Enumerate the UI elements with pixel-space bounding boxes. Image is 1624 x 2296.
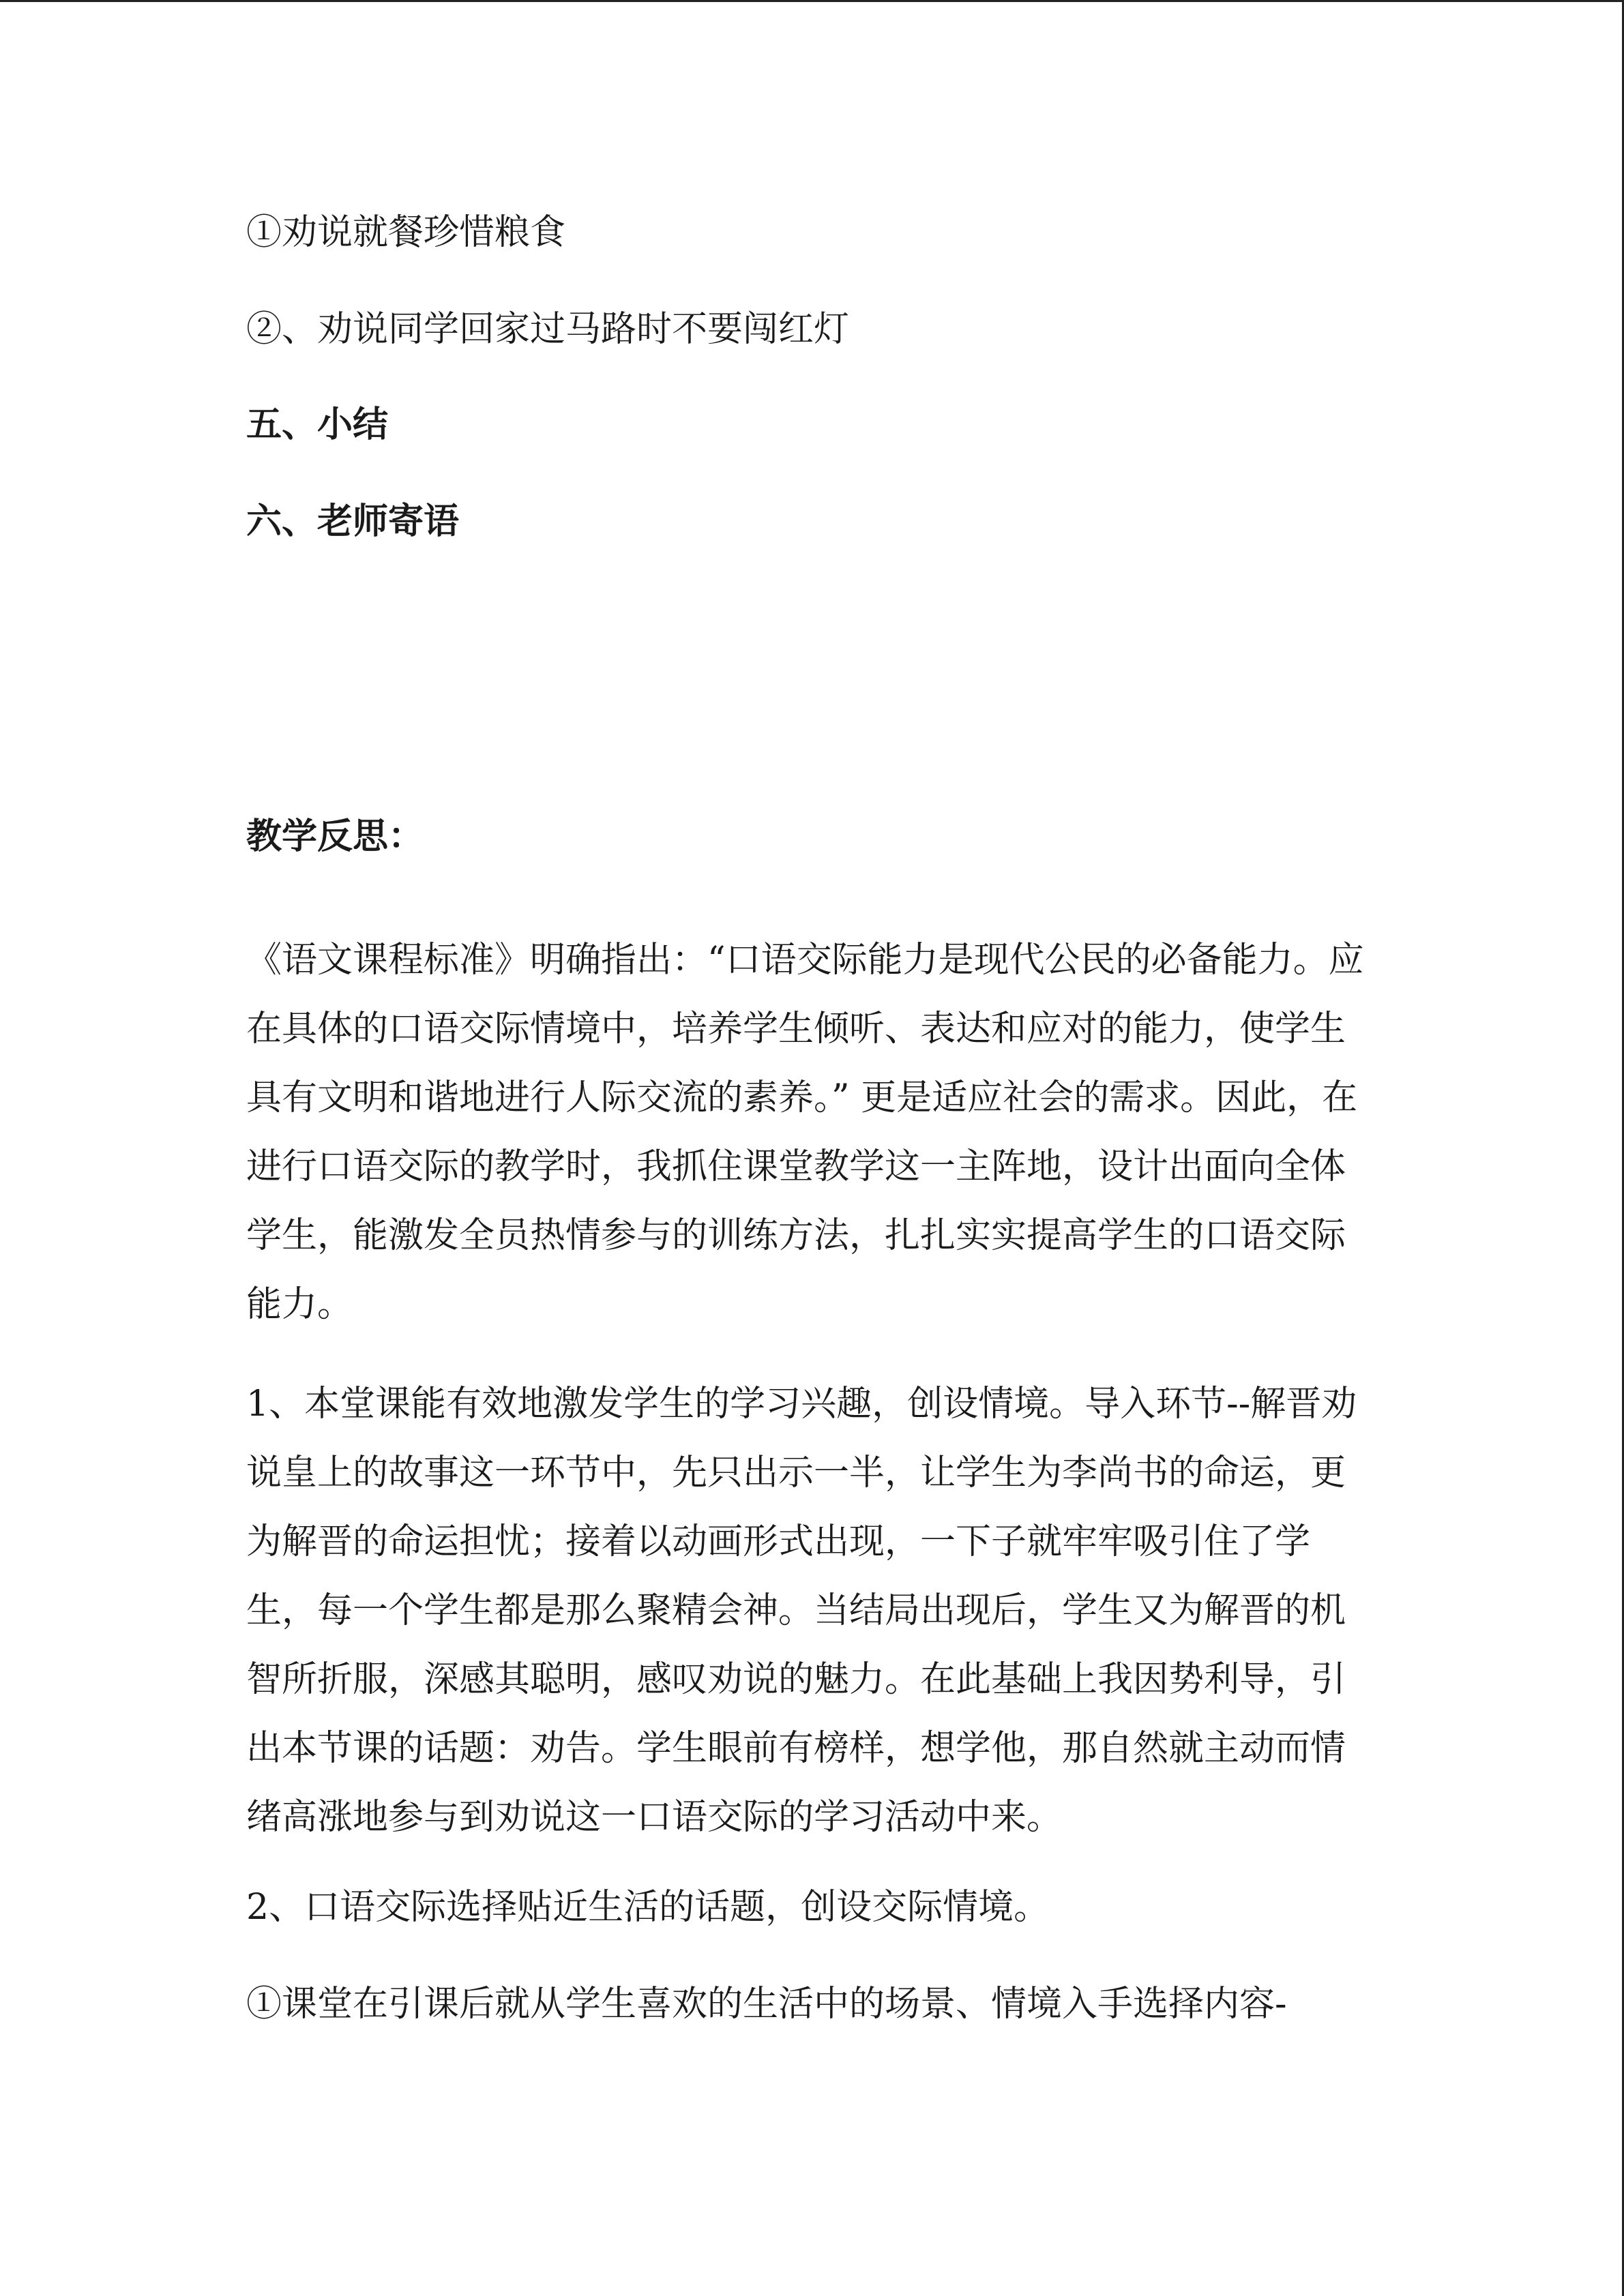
page-top-border — [0, 0, 1624, 2]
paragraph: 2、口语交际选择贴近生活的话题，创设交际情境。 — [246, 1887, 1050, 1928]
list-item: ①劝说就餐珍惜粮食 — [246, 212, 566, 253]
paragraph: ①课堂在引课后就从学生喜欢的生活中的场景、情境入手选择内容- — [246, 1984, 1287, 2025]
document-body — [246, 208, 1378, 2029]
paragraph: 《语文课程标准》明确指出：“口语交际能力是现代公民的必备能力。应在具体的口语交际情境中，培养学生倾听、表达和应对的能力，使学生具有文明和谐地进行人际交流的素养。” 更是适应社会的需求。因此，在进行口语交际的教学时，我抓住课堂教学这一主阵地，设计出面向全体学生，能激发全员热情参与的训练方法，扎扎实实提高学生的口语交际能力。 — [246, 940, 1364, 1325]
reflection-heading: 教学反思： — [246, 816, 424, 857]
list-item: ②、劝说同学回家过马路时不要闯红灯 — [246, 309, 850, 350]
section-heading: 六、老师寄语 — [246, 501, 460, 542]
section-heading: 五、小结 — [246, 404, 389, 445]
paragraph: 1、本堂课能有效地激发学生的学习兴趣，创设情境。导入环节--解晋劝说皇上的故事这一环节中，先只出示一半，让学生为李尚书的命运，更为解晋的命运担忧；接着以动画形式出现，一下子就牢牢吸引住了学生，每一个学生都是那么聚精会神。当结局出现后，学生又为解晋的机智所折服，深感其聪明，感叹劝说的魅力。在此基础上我因势利导，引出本节课的话题：劝告。学生眼前有榜样，想学他，那自然就主动而情绪高涨地参与到劝说这一口语交际的学习活动中来。 — [246, 1384, 1357, 1838]
